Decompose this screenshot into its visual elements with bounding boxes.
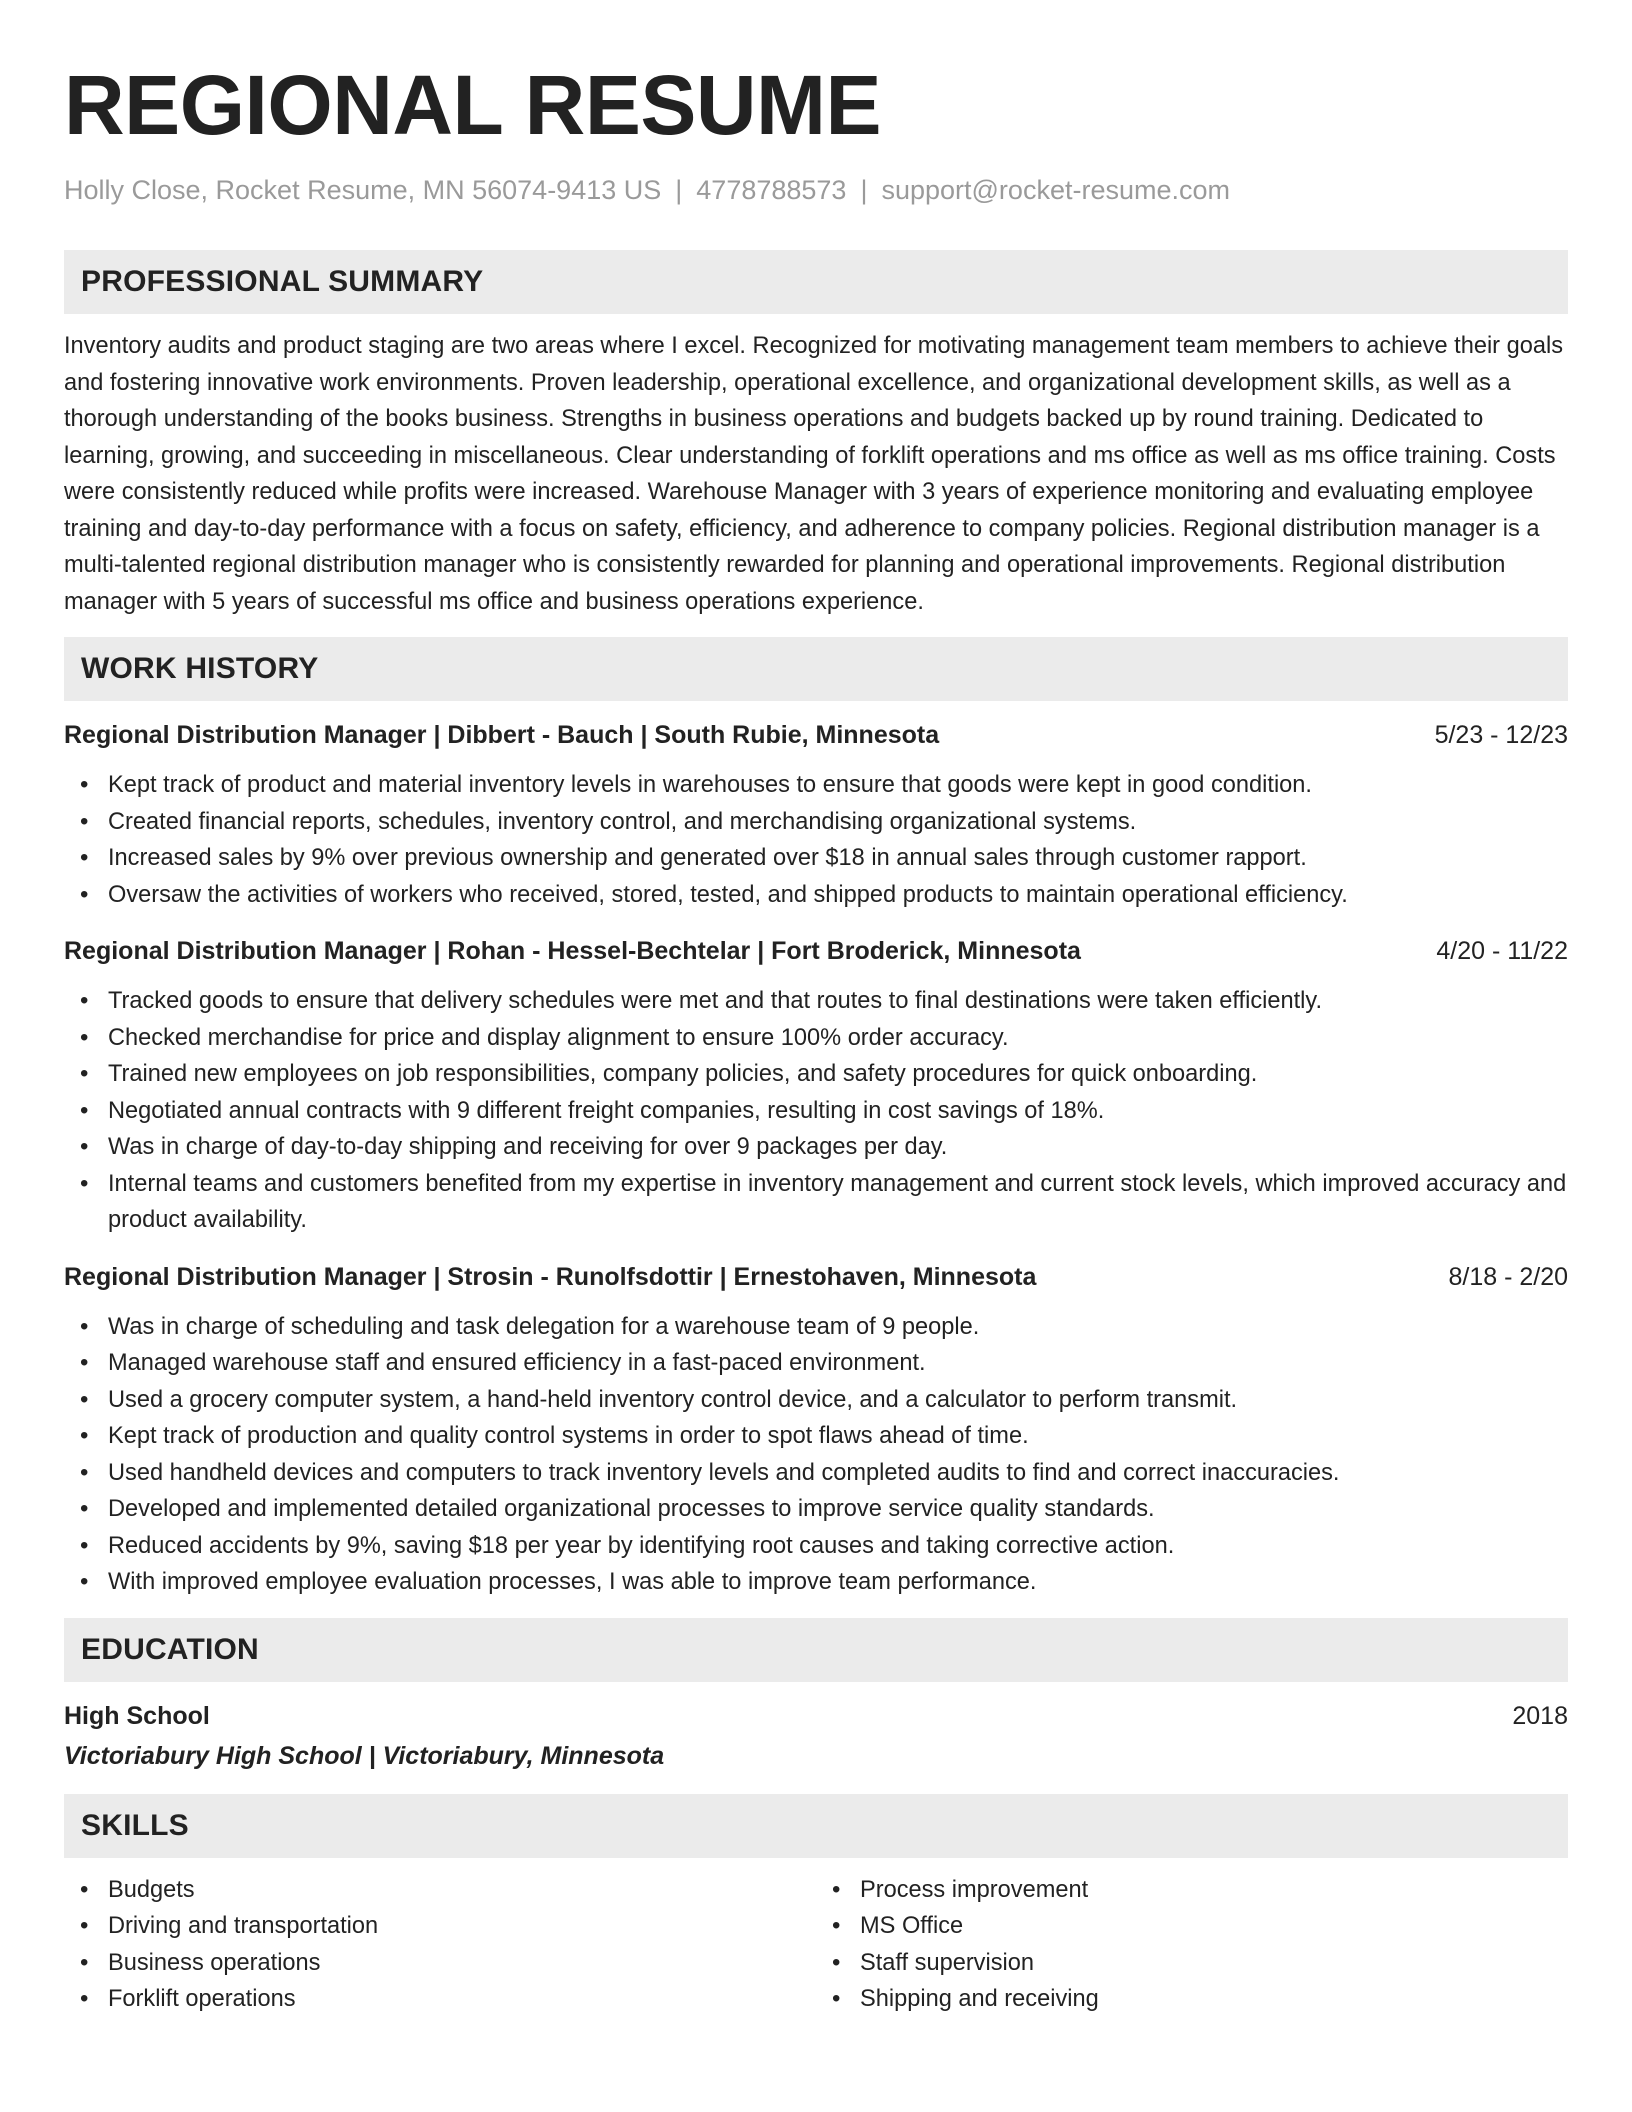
job-title: Regional Distribution Manager | Dibbert - Bauch | South Rubie, Minnesota <box>64 721 940 749</box>
education-section <box>64 1618 1568 1774</box>
job-bullet: • Reduced accidents by 9%, saving $18 per year by identifying root causes and taking corrective action. <box>108 1528 1568 1565</box>
skill-item: • MS Office <box>860 1908 1568 1945</box>
summary-text: Inventory audits and product staging are two areas where I excel. Recognized for motivating management team members to achieve their goals and fostering innovative work environments. Proven leadership, operational excellence, and organizational development skills, as well as a thorough understanding of the books business. Strengths in business operations and budgets backed up by round training. Dedicated to learning, growing, and succeeding in miscellaneous. Clear understanding of forklift operations and ms office as well as ms office training. Costs were consistently reduced while profits were increased. Warehouse Manager with 3 years of experience monitoring and evaluating employee training and day-to-day performance with a focus on safety, efficiency, and adherence to company policies. Regional distribution manager is a multi-talented regional distribution manager who is consistently rewarded for planning and operational improvements. Regional distribution manager with 5 years of successful ms office and business operations experience. <box>64 333 1563 615</box>
skill-item: • Forklift operations <box>108 1981 816 2018</box>
job-bullet: • Was in charge of day-to-day shipping and receiving for over 9 packages per day. <box>108 1129 1568 1166</box>
job-bullet: • Used a grocery computer system, a hand-held inventory control device, and a calculator to perform transmit. <box>108 1382 1568 1419</box>
contact-phone: 4778788573 <box>696 175 847 205</box>
job-header <box>64 717 1568 753</box>
job-entry <box>64 1259 1568 1601</box>
job-bullet: • Negotiated annual contracts with 9 different freight companies, resulting in cost savings of 18%. <box>108 1093 1568 1130</box>
summary-section <box>64 250 1568 620</box>
job-bullet: • Increased sales by 9% over previous ownership and generated over $18 in annual sales through customer rapport. <box>108 840 1568 877</box>
section-heading-skills: SKILLS <box>64 1794 1568 1858</box>
job-title: Regional Distribution Manager | Rohan - Hessel-Bechtelar | Fort Broderick, Minnesota <box>64 937 1081 965</box>
work-history-section <box>64 637 1568 1601</box>
job-dates: 8/18 - 2/20 <box>1448 1262 1568 1291</box>
section-heading-work-history: WORK HISTORY <box>64 637 1568 701</box>
contact-address: Holly Close, Rocket Resume, MN 56074-9413 US <box>64 175 662 205</box>
contact-separator: | <box>860 175 868 205</box>
job-bullet: • Checked merchandise for price and display alignment to ensure 100% order accuracy. <box>108 1020 1568 1057</box>
job-bullet: • Trained new employees on job responsibilities, company policies, and safety procedures for quick onboarding. <box>108 1056 1568 1093</box>
education-degree: High School <box>64 1701 210 1730</box>
job-title: Regional Distribution Manager | Strosin - Runolfsdottir | Ernestohaven, Minnesota <box>64 1262 1037 1291</box>
job-bullets <box>64 767 1568 913</box>
skills-column-right <box>816 1872 1568 2018</box>
job-header <box>64 933 1568 969</box>
job-entry <box>64 933 1568 1239</box>
section-heading-summary: PROFESSIONAL SUMMARY <box>64 250 1568 314</box>
job-bullet: • Was in charge of scheduling and task delegation for a warehouse team of 9 people. <box>108 1309 1568 1346</box>
job-header <box>64 1259 1568 1295</box>
job-dates: 4/20 - 11/22 <box>1436 937 1568 965</box>
skills-grid <box>64 1872 1568 2018</box>
job-bullet: • Created financial reports, schedules, inventory control, and merchandising organizational systems. <box>108 804 1568 841</box>
job-bullet: • Kept track of production and quality control systems in order to spot flaws ahead of time. <box>108 1418 1568 1455</box>
job-bullet: • With improved employee evaluation processes, I was able to improve team performance. <box>108 1564 1568 1601</box>
contact-separator: | <box>675 175 683 205</box>
skills-column-left <box>64 1872 816 2018</box>
education-school: Victoriabury High School | Victoriabury, Minnesota <box>64 1741 665 1770</box>
contact-email: support@rocket-resume.com <box>881 175 1230 205</box>
job-entry <box>64 717 1568 913</box>
section-heading-education: EDUCATION <box>64 1618 1568 1682</box>
skills-section <box>64 1794 1568 2018</box>
job-bullet: • Kept track of product and material inventory levels in warehouses to ensure that goods were kept in good condition. <box>108 767 1568 804</box>
job-bullets <box>64 1309 1568 1601</box>
job-bullet: • Used handheld devices and computers to track inventory levels and completed audits to find and correct inaccuracies. <box>108 1455 1568 1492</box>
resume-name: REGIONAL RESUME <box>64 58 882 152</box>
skill-item: • Driving and transportation <box>108 1908 816 1945</box>
job-bullet: • Tracked goods to ensure that delivery schedules were met and that routes to final destinations were taken efficiently. <box>108 983 1568 1020</box>
skill-item: • Budgets <box>108 1872 816 1909</box>
job-bullet: • Oversaw the activities of workers who received, stored, tested, and shipped products to maintain operational efficiency. <box>108 877 1568 914</box>
skill-item: • Shipping and receiving <box>860 1981 1568 2018</box>
education-year: 2018 <box>1512 1701 1568 1730</box>
job-bullet: • Internal teams and customers benefited from my expertise in inventory management and current stock levels, which improved accuracy and product availability. <box>108 1166 1568 1239</box>
skill-item: • Business operations <box>108 1945 816 1982</box>
job-dates: 5/23 - 12/23 <box>1434 721 1568 749</box>
job-bullets <box>64 983 1568 1239</box>
job-bullet: • Managed warehouse staff and ensured efficiency in a fast-paced environment. <box>108 1345 1568 1382</box>
skill-item: • Staff supervision <box>860 1945 1568 1982</box>
contact-line <box>64 170 1568 210</box>
job-bullet: • Developed and implemented detailed organizational processes to improve service quality standards. <box>108 1491 1568 1528</box>
education-header <box>64 1698 1568 1734</box>
skill-item: • Process improvement <box>860 1872 1568 1909</box>
